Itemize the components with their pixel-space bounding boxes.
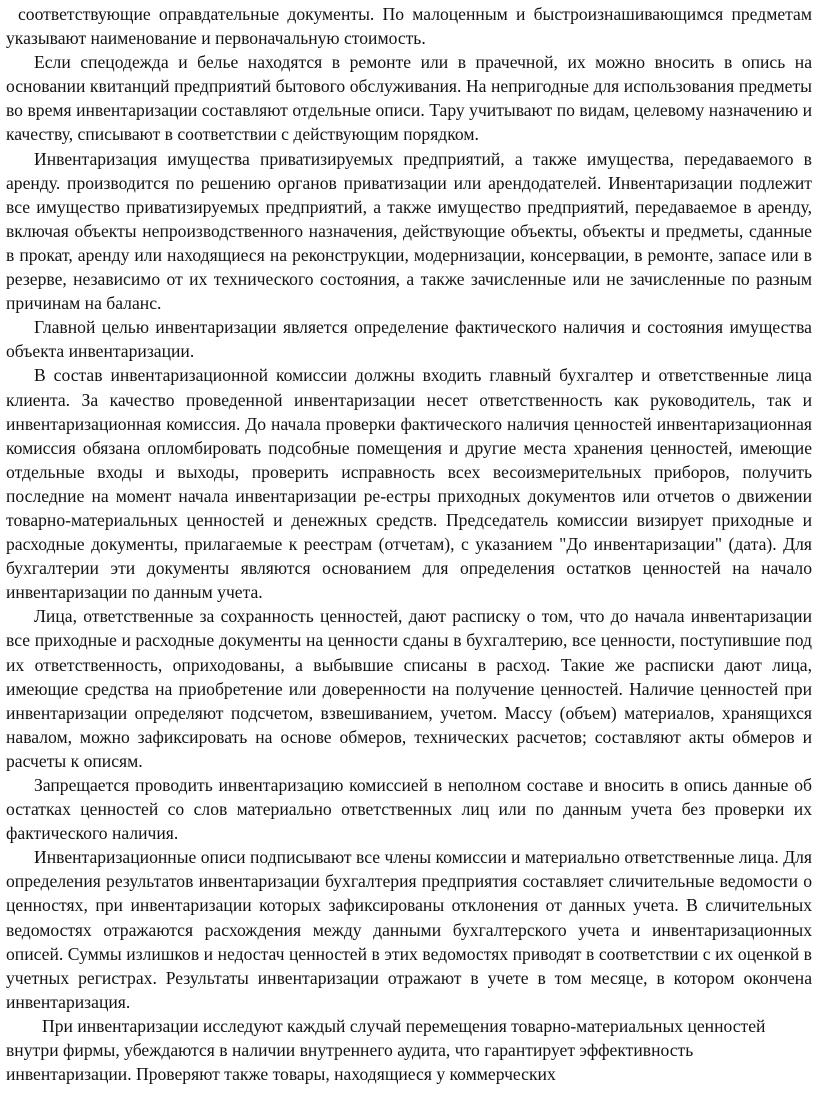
paragraph-6: Лица, ответственные за сохранность ценностей, дают расписку о том, что до начала инвентаризации все приходные и расходные документы на ценности сданы в бухгалтерию, все ценности, поступившие под их ответственность, оприходованы, а выбывшие списаны в расход. Такие же расписки дают лица, имеющие средства на приобретение или доверенности на получение ценностей. Наличие ценностей при инвентаризации определяют подсчетом, взвешиванием, учетом. Массу (объем) материалов, хранящихся навалом, можно зафиксировать на основе обмеров, технических расчетов; составляют акты обмеров и расчеты к описям. — [6, 606, 812, 771]
paragraph-8: Инвентаризационные описи подписывают все члены комиссии и материально ответственные лица. Для определения результатов инвентаризации бухгалтерия предприятия составляет сличительные ведомости о ценностях, при инвентаризации которых зафиксированы отклонения от данных учета. В сличительных ведомостях отражаются расхождения между данными бухгалтерского учета и инвентаризационных описей. Суммы излишков и недостач ценностей в этих ведомостях приводят в соответствии с их оценкой в учетных регистрах. Результаты инвентаризации отражают в учете в том месяце, в котором окончена инвентаризация. — [6, 847, 812, 1012]
paragraph-3: Инвентаризация имущества приватизируемых предприятий, а также имущества, передаваемого в аренду. производится по решению органов приватизации или арендодателей. Инвентаризации подлежит все имущество приватизируемых предприятий, а также имущество предприятий, передаваемое в аренду, включая объекты непроизводственного назначения, действующие объекты, объекты и предметы, сданные в прокат, аренду или находящиеся на реконструкции, модернизации, консервации, в ремонте, запасе или в резерве, независимо от их технического состояния, а также зачисленные или не зачисленные по разным причинам на баланс. — [6, 148, 812, 314]
paragraph-1: соответствующие оправдательные документы. По малоценным и быстроизнашивающимся предметам указывают наименование и первоначальную стоимость. — [6, 4, 812, 49]
paragraph-2: Если спецодежда и белье находятся в ремонте или в прачечной, их можно вносить в опись на основании квитанций предприятий бытового обслуживания. На непригодные для использования предметы во время инвентаризации составляют отдельные описи. Тару учитывают по видам, целевому назначению и качеству, списывают в соответствии с действующим порядком. — [6, 52, 812, 145]
paragraph-4: Главной целью инвентаризации является определение фактического наличия и состояния имущества объекта инвентаризации. — [6, 317, 812, 362]
paragraph-5: В состав инвентаризационной комиссии должны входить главный бухгалтер и ответственные лица клиента. За качество проведенной инвентаризации несет ответственность как руководитель, так и инвентаризационная комиссия. До начала проверки фактического наличия ценностей инвентаризационная комиссия обязана опломбировать подсобные помещения и другие места хранения ценностей, имеющие отдельные входы и выходы, проверить исправность всех весоизмерительных приборов, получить последние на момент начала инвентаризации ре-естры приходных документов или отчетов о движении товарно-материальных ценностей и денежных средств. Председатель комиссии визирует приходные и расходные документы, прилагаемые к реестрам (отчетам), с указанием "До инвентаризации" (дата). Для бухгалтерии эти документы являются основанием для определения остатков ценностей на начало инвентаризации по данным учета. — [6, 365, 812, 603]
paragraph-7: Запрещается проводить инвентаризацию комиссией в неполном составе и вносить в опись данные об остатках ценностей со слов материально ответственных лиц или по данным учета без проверки их фактического наличия. — [6, 775, 812, 844]
paragraph-9: При инвентаризации исследуют каждый случай перемещения товарно-материальных ценностей внутри фирмы, убеждаются в наличии внутреннего аудита, что гарантирует эффективность инвентаризации. Проверяют также товары, находящиеся у коммерческих — [6, 1015, 766, 1085]
